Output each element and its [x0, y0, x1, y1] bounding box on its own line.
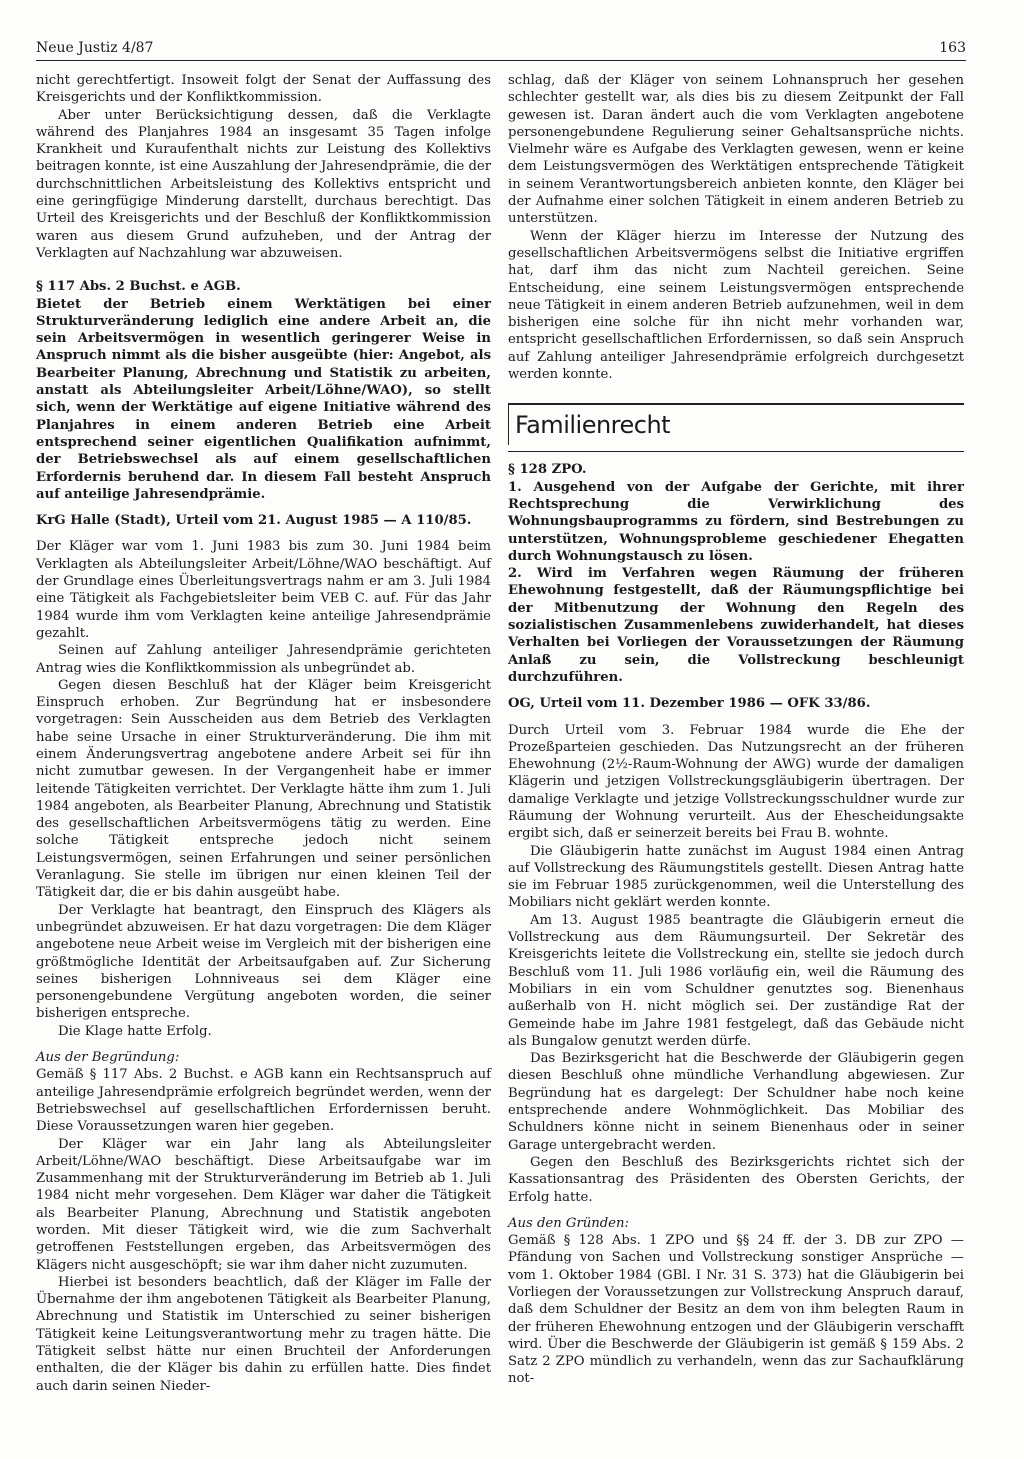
section-title: Familienrecht	[515, 411, 671, 440]
paragraph: Aber unter Berücksichtigung dessen, daß die Verklagte während des Planjahres 1984 an insgesamt 35 Tagen infolge Krankheit und Kuraufenthalt nichts zur Leistung des Kollektivs beitragen konnte, ist eine Auszahlung der Jahresendprämie, die der durchschnittlichen Arbeitsleistung des Kollektivs entspricht und eine geringfügige Minderung darstellt, durchaus berechtigt. Das Urteil des Kreisgerichts und der Beschluß der Konfliktkommission waren aus diesem Grund aufzuheben, und der Antrag der Verklagten auf Nachzahlung war abzuweisen.	[36, 107, 491, 261]
paragraph: Gegen diesen Beschluß hat der Kläger beim Kreisgericht Einspruch erhoben. Zur Begründung hat er insbesondere vorgetragen: Sein Ausscheiden aus dem Betrieb des Verklagten habe seine Ursache in einer Strukturveränderung. Die ihm mit einem Änderungsvertrag angebotene andere Arbeit sei für ihn nicht zumutbar gewesen. In der Vergangenheit habe er immer leitende Tätigkeiten verrichtet. Der Verklagte hätte ihm zum 1. Juli 1984 angeboten, als Bearbeiter Planung, Abrechnung und Statistik des gesellschaftlichen Arbeitsvermögens tätig zu werden. Eine solche Tätigkeit entspreche jedoch nicht seinem Leistungsvermögen, seinen Erfahrungen und seiner persönlichen Veranlagung. Sie stelle im übrigen nur einen kleinen Teil der Tätigkeit dar, die er bis dahin ausgeübt habe.	[36, 677, 491, 901]
paragraph: Die Klage hatte Erfolg.	[58, 1023, 212, 1039]
paragraph: Gegen den Beschluß des Bezirksgerichts richtet sich der Kassationsantrag des Präsidenten des Obersten Gerichts, der Erfolg hatte.	[508, 1154, 964, 1205]
paragraph: Die Gläubigerin hatte zunächst im August 1984 einen Antrag auf Vollstreckung des Räumungstitels gestellt. Diesen Antrag hatte sie im Februar 1985 zurückgenommen, weil die Unterstellung des Mobiliars nicht geklärt werden konnte.	[508, 843, 964, 911]
page-header	[36, 38, 966, 61]
headnote: Bietet der Betrieb einem Werktätigen bei einer Strukturveränderung lediglich eine andere Arbeit an, die sein Arbeitsvermögen in wesentlich geringerer Weise in Anspruch nimmt als die bisher ausgeübte (hier: Angebot, als Bearbeiter Planung, Abrechnung und Statistik zu arbeiten, anstatt als Abteilungsleiter Arbeit/Löhne/WAO), so stellt sich, wenn der Werktätige auf eigene Initiative während des Planjahres in einem anderen Betrieb eine Arbeit entsprechend seiner eigentlichen Qualifikation aufnimmt, der Betriebswechsel als auf einem gesellschaftlichen Erfordernis beruhend dar. In diesem Fall besteht Anspruch auf anteilige Jahresendprämie.	[36, 296, 491, 502]
paragraph: Das Bezirksgericht hat die Beschwerde der Gläubigerin gegen diesen Beschluß ohne mündliche Verhandlung abgewiesen. Zur Begründung hat es dargelegt: Der Schuldner habe noch keine entsprechende andere Wohnmöglichkeit. Das Mobiliar des Schuldners könne nicht in seinem Bienenhaus oder in seiner Garage untergebracht werden.	[508, 1051, 964, 1153]
paragraph: nicht gerechtfertigt. Insoweit folgt der Senat der Auffassung des Kreisgerichts und der Konfliktkommission.	[36, 73, 491, 106]
section-header	[508, 403, 964, 445]
paragraph: Der Verklagte hat beantragt, den Einspruch des Klägers als unbegründet abzuweisen. Er hat dazu vorgetragen: Die dem Kläger angebotene neue Arbeit weise im Vergleich mit der bisherigen eine größtmögliche Identität der Arbeitsaufgaben auf. Zur Sicherung seines bisherigen Lohnniveaus sei dem Kläger eine personengebundene Vergütung angeboten worden, die seiner bisherigen entspreche.	[36, 902, 491, 1022]
paragraph: Wenn der Kläger hierzu im Interesse der Nutzung des gesellschaftlichen Arbeitsvermögens selbst die Initiative ergriffen hat, darf ihm das nicht zum Nachteil gereichen. Seine Entscheidung, eine seinem Leistungsvermögen entsprechende neue Tätigkeit in einem anderen Betrieb aufzunehmen, weil in dem bisherigen eine solche für ihn nicht mehr vorhanden war, entspricht gesellschaftlichen Erfordernissen, so daß sein Anspruch auf Zahlung anteiliger Jahresendprämie erfolgreich durchgesetzt werden konnte.	[508, 228, 964, 383]
paragraph: Der Kläger war vom 1. Juni 1983 bis zum 30. Juni 1984 beim Verklagten als Abteilungsleiter Arbeit/Löhne/WAO beschäftigt. Auf der Grundlage eines Überleitungsvertrags nahm er am 3. Juli 1984 eine Tätigkeit als Fachgebietsleiter beim VEB C. auf. Für das Jahr 1984 wurde ihm vom Verklagten keine anteilige Jahresendprämie gezahlt.	[36, 539, 491, 641]
paragraph: schlag, daß der Kläger von seinem Lohnanspruch her gesehen schlechter gestellt war, als dies bis zu diesem Zeitpunkt der Fall gewesen ist. Daran ändert auch die vom Verklagten angebotene personengebundene Regulierung seiner Gehaltsansprüche nichts. Vielmehr wäre es Aufgabe des Verklagten gewesen, wenn er keine dem Leistungsvermögen des Werktätigen entsprechende Tätigkeit in seinem Verantwortungsbereich anbieten konnte, den Kläger bei der Aufnahme einer solchen Tätigkeit in einem anderen Betrieb zu unterstützen.	[508, 73, 964, 227]
left-column	[36, 72, 491, 1395]
journal-issue: Neue Justiz 4/87	[36, 40, 154, 56]
page-number: 163	[939, 40, 966, 56]
paragraph: Am 13. August 1985 beantragte die Gläubigerin erneut die Vollstreckung aus dem Räumungsurteil. Der Sekretär des Kreisgerichts leitete die Vollstreckung ein, stellte sie jedoch durch Beschluß vom 11. Juli 1986 vorläufig ein, weil die Räumung des Mobiliars in ein vom Schuldner genutztes sog. Bienenhaus außerhalb von H. nicht möglich sei. Der zuständige Rat der Gemeinde habe im Jahre 1981 festgelegt, daß das Gebäude nicht als Bungalow genutzt werden dürfe.	[508, 912, 964, 1049]
case-citation: OG, Urteil vom 11. Dezember 1986 — OFK 33/86.	[508, 696, 871, 712]
headnote: 2. Wird im Verfahren wegen Räumung der früheren Ehewohnung festgestellt, daß der Räumungspflichtige bei der Mitbenutzung der Wohnung den Regeln des sozialistischen Zusammenlebens zuwiderhandelt, hat dieses Verhalten bei Vorliegen der Voraussetzungen der Räumung Anlaß zu sein, die Vollstreckung beschleunigt durchzuführen.	[508, 566, 964, 685]
law-reference-heading: § 128 ZPO.	[508, 462, 587, 478]
paragraph: Hierbei ist besonders beachtlich, daß der Kläger im Falle der Übernahme der ihm angebotenen Tätigkeit als Bearbeiter Planung, Abrechnung und Statistik im Unterschied zu seiner bisherigen Tätigkeit keine Leitungsverantwortung mehr zu tragen hätte. Die Tätigkeit selbst hätte nur einen Bruchteil der Anforderungen enthalten, die der Kläger bis dahin zu erfüllen hatte. Dies findet auch darin seinen Nieder-	[36, 1274, 491, 1394]
paragraph: Gemäß § 117 Abs. 2 Buchst. e AGB kann ein Rechtsanspruch auf anteilige Jahresendprämie erfolgreich begründet werden, wenn der Betriebswechsel auf gesellschaftlichen Erfordernissen beruht. Diese Voraussetzungen waren hier gegeben.	[36, 1067, 491, 1135]
law-reference-heading: § 117 Abs. 2 Buchst. e AGB.	[36, 279, 241, 295]
reasons-heading: Aus der Begründung:	[36, 1050, 180, 1066]
paragraph: Durch Urteil vom 3. Februar 1984 wurde die Ehe der Prozeßparteien geschieden. Das Nutzungsrecht an der früheren Ehewohnung (2½-Raum-Wohnung der AWG) wurde der damaligen Klägerin und jetzigen Vollstreckungsgläubigerin übertragen. Der damalige Verklagte und jetzige Vollstreckungsschuldner wurde zur Räumung der Wohnung verurteilt. Aus der Ehescheidungsakte ergibt sich, daß er seinerzeit bereits bei Frau B. wohnte.	[508, 722, 964, 842]
case-citation: KrG Halle (Stadt), Urteil vom 21. August 1985 — A 110/85.	[36, 513, 472, 529]
right-column	[508, 72, 964, 1388]
paragraph: Seinen auf Zahlung anteiliger Jahresendprämie gerichteten Antrag wies die Konfliktkommission als unbegründet ab.	[36, 643, 491, 676]
paragraph: Der Kläger war ein Jahr lang als Abteilungsleiter Arbeit/Löhne/WAO beschäftigt. Diese Arbeitsaufgabe war im Zusammenhang mit der Strukturveränderung im Betrieb ab 1. Juli 1984 nicht mehr vorgesehen. Dem Kläger war daher die Tätigkeit als Bearbeiter Planung, Abrechnung und Statistik angeboten worden. Mit dieser Tätigkeit wird, wie die zum Sachverhalt getroffenen Feststellungen ergeben, das Arbeitsvermögen des Klägers nicht ausgeschöpft; sie war ihm daher nicht zuzumuten.	[36, 1136, 491, 1273]
paragraph: Gemäß § 128 Abs. 1 ZPO und §§ 24 ff. der 3. DB zur ZPO — Pfändung von Sachen und Vollstreckung sonstiger Ansprüche — vom 1. Oktober 1984 (GBl. I Nr. 31 S. 373) hat die Gläubigerin bei Vorliegen der Voraussetzungen zur Vollstreckung Anspruch darauf, daß dem Schuldner der Besitz an dem von ihm belegten Raum in der früheren Ehewohnung entzogen und der Gläubigerin verschafft wird. Über die Beschwerde der Gläubigerin ist gemäß § 159 Abs. 2 Satz 2 ZPO mündlich zu verhandeln, wenn das zur Sachaufklärung not-	[508, 1233, 964, 1387]
section-divider	[508, 451, 964, 452]
headnote: 1. Ausgehend von der Aufgabe der Gerichte, mit ihrer Rechtsprechung die Verwirklichung des Wohnungsbauprogramms zu fördern, sind Bestrebungen zu unterstützen, Wohnungsprobleme geschiedener Ehegatten durch Wohnungstausch zu lösen.	[508, 479, 964, 564]
reasons-heading: Aus den Gründen:	[508, 1215, 629, 1231]
